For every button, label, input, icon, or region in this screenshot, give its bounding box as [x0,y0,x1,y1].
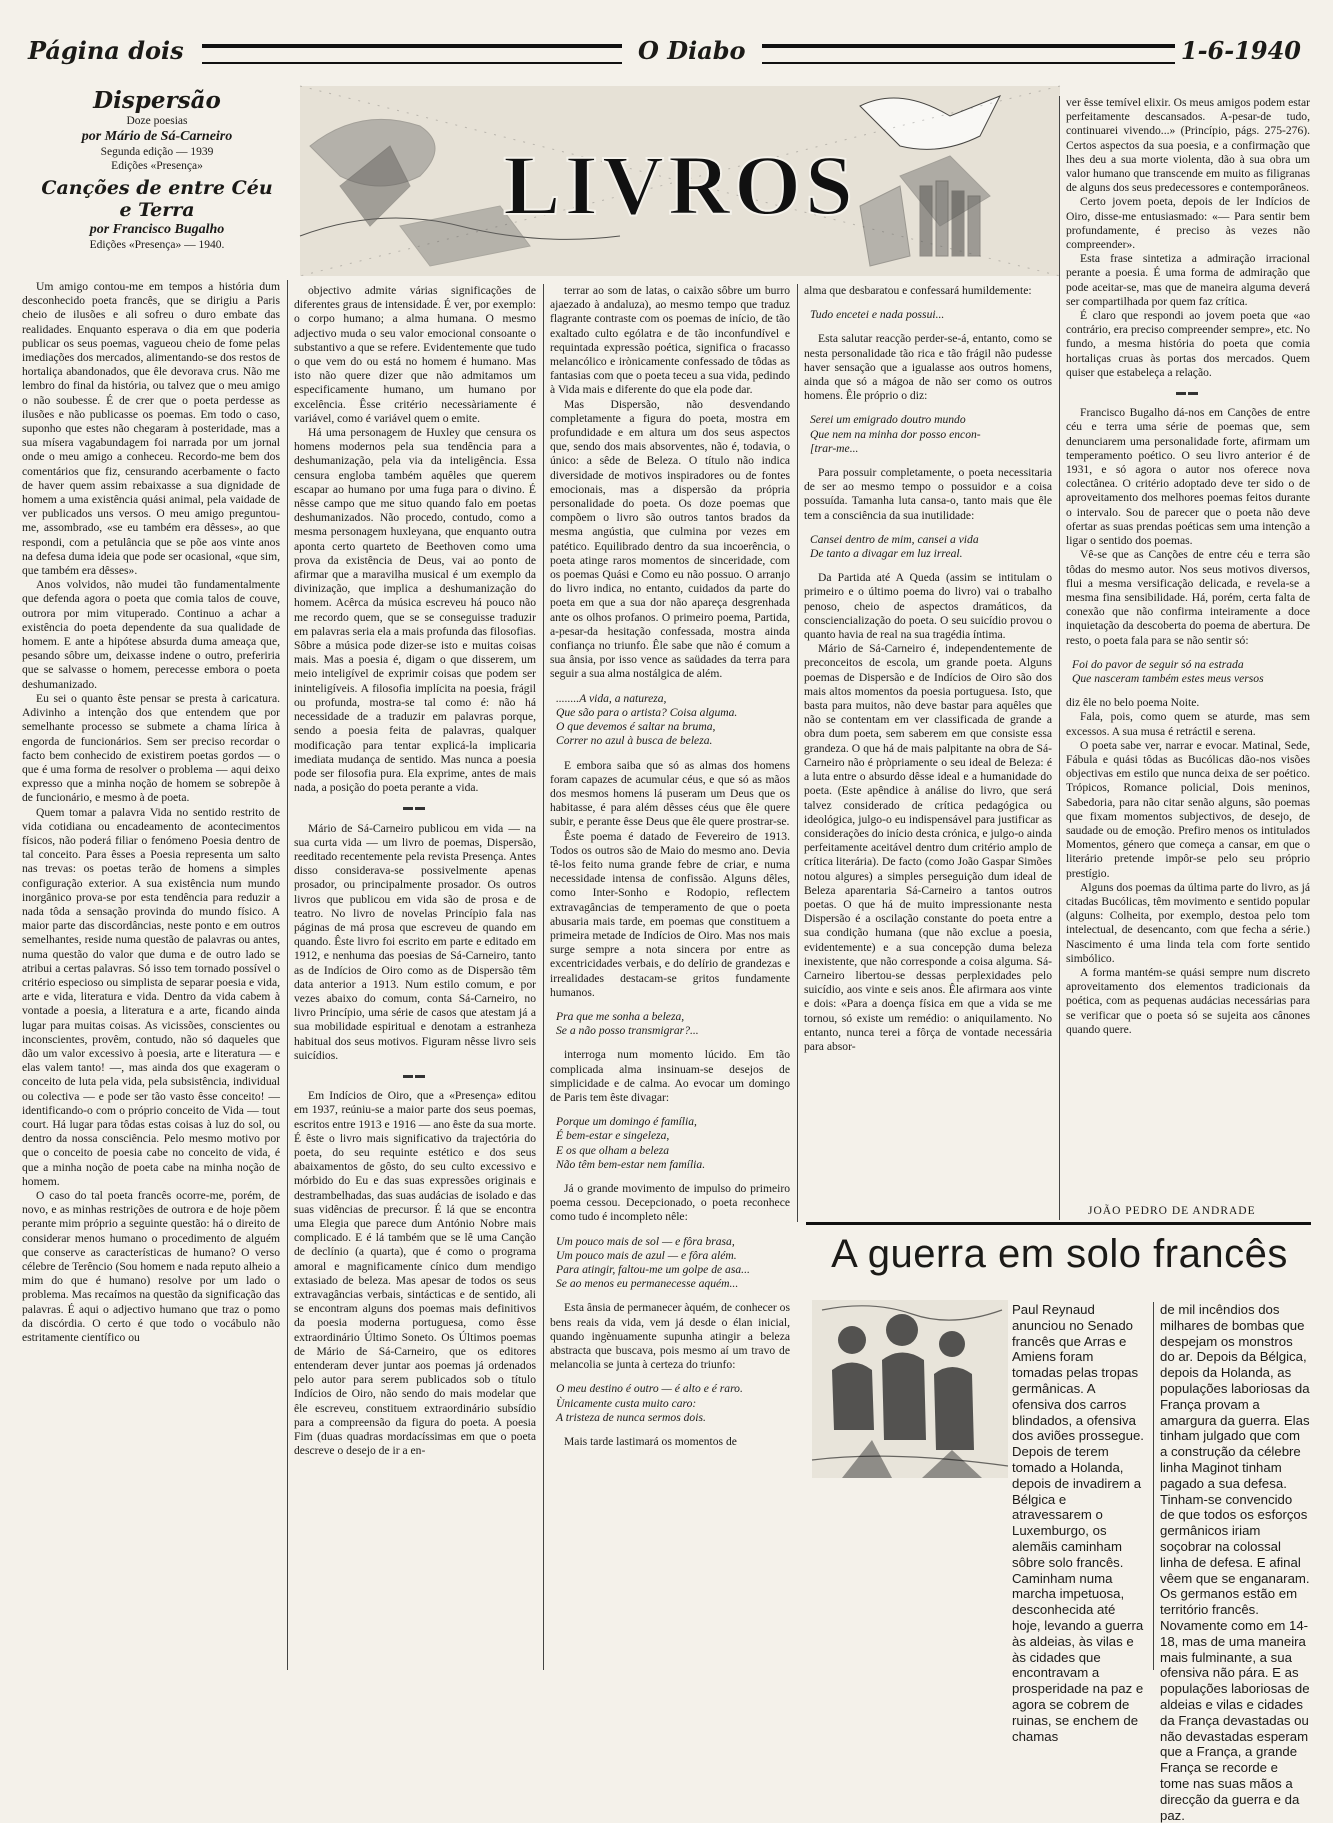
paragraph: diz êle no belo poema Noite. [1066,696,1200,710]
section-divider: ▬▬ [403,1069,427,1081]
book1-edition: Segunda edição — 1939 [100,146,214,158]
paragraph: Mais tarde lastimará os momentos de [564,1435,737,1449]
guerra-column-a-top [1012,1302,1146,1744]
paragraph: Um amigo contou-me em tempos a história dum desconhecido poeta francês, que se dirigiu a Paris cheio de ilusões e ali sofreu o duro embate das realidades. Enquanto esperava o dia em que poderia publicar os seus poemas, vagueou cheio de fome pelas imediações dos mercados, alimentando-se dos restos de hortaliça abandonados, que êle devorava crus. Não me lembro do final da história, ou talvez que o meu amigo o não soubesse. É de crer que o poeta perdesse as ilusões e não publicasse os poemas. Em todo o caso, suponho que estes não chegaram à posteridade, mas a sua mísera vagabundagem foi narrada por um jornal onde o meu amigo a conheceu. Recordo-me bem dos comentários que fiz, censurando acerbamente o facto de haver quem assim rebaixasse a sua dignidade de homem a uma existência quási animal, pela vaidade de ver publicados uns versos. O meu amigo preguntou-me, assombrado, «se eu também era dêsses», ao que respondi, com a petulância que se põe aos vinte anos na defesa duma ideia que pode ser ocasional, «que sim, que também era dêsses». [22,280,280,578]
paragraph: Mas Dispersão, não desvendando completamente a figura do poeta, mostra em profundidade e em altura um dos seus aspectos que, sendo dos mais absorventes, não é, todavia, o único: a sêde de Beleza. O título não indica diversidade de motivos inspiradores ou de fontes emocionais, mas a dispersão da própria personalidade do poeta. Os doze poemas que compõem o livro são outros tantos brados da mesma angústia, que culmina por vezes em patético. Equilibrado dentro da sua incoerência, o poeta atinge raros momentos de sinceridade, com os poemas Quási e Como eu não possuo. O arranjo do livro indica, no entanto, cuidados da parte do poeta em que a sua dor não apareça desgrenhada ante os olhos profanos. O primeiro poema, Partida, a-pesar-da hesitação confessada, mostra ainda confiança no triunfo. Êle sabe que não é comum a sua ânsia, por isso vence as saüdades da terra para seguir a sua alma nostálgica de além. [550,397,790,681]
page-label: Página dois [22,36,190,65]
paragraph: Francisco Bugalho dá-nos em Canções de entre céu e terra uma série de poemas que, sem denunciarem uma personalidade forte, afirmam um temperamento poético. O seu livro anterior é de 1931, e só agora o autor nos oferece nova colectânea. O critério adoptado deve ter sido o de aproveitamento dos melhores poemas feitos durante o intervalo. Sou de parecer que o poeta não deve ofertar as suas prendas poéticas sem uma intenção a ligar o sentido dos poemas. [1066,406,1310,548]
paragraph: Da Partida até A Queda (assim se intitulam o primeiro e o último poema do livro) vai o trabalho penoso, cheio de aspectos dramáticos, da consciencialização do poeta. O seu suicídio provou o quanto havia de real na sua tragédia íntima. [804,571,1052,642]
paragraph: Eu sei o quanto êste pensar se presta à caricatura. Adivinho a intenção dos que entendem que por semelhante processo se submete a chama lírica à engorda de funcionários. Sem ser preciso recordar o facto bem conhecido de existirem poetas gordos — o que é uma forma de resolver o problema — aqui deixo expresso que a minha noção de homem se sobrepõe à de funcionário, e mesmo à de poeta. [22,691,280,805]
column-5 [1066,96,1310,1200]
paragraph: Mário de Sá-Carneiro é, independentemente de preconceitos de escola, um grande poeta. Alguns poemas de Dispersão e de Indícios de Oiro são dos mais altos momentos da poesia portuguesa. Isto, que basta para muitos, não deve bastar para aquêles que não se contentam em ver classificada de grande a obra dum poeta, sem saberem em que consiste essa grandeza. O que há de mais palpitante na obra de Sá-Carneiro não é pròpriamente o seu ideal de Beleza: é a luta entre o absurdo dêsse ideal e a humanidade do poeta. (Este apêndice à análise do livro, que será talvez considerado de crítica pedagógica ou ideológica, julgo-o eu indispensável para justificar as considerações do início desta crónica, e julgo-o ainda perfeitamente aceitável dentro dum critério amplo de crítica literária). De facto (como João Gaspar Simões notou algures) a simples perseguição dum ideal de Beleza aparentaria Sá-Carneiro a tantos outros poetas. O que há de muito impressionante nesta Dispersão é a oscilação constante do poeta entre a sua condição humana (que não exclue a poesia, evidentemente) e a sua concepção duma beleza inexistente, que não corresponde a coisa alguma. Sá-Carneiro libertou-se dessas perplexidades pelo suicídio, aos vinte e seis anos. Êle afirmara aos vinte e dois: «Para a doença física em que a vida se me tornou, só existe um remédio: o aniquilamento. No entanto, nunca terei a fôrça de vontade necessária para absor- [804,642,1052,1053]
paragraph: ver êsse temível elixir. Os meus amigos podem estar perfeitamente descansados. A-pesar-de tudo, continuarei vivendo...» (Princípio, págs. 275-276). Certos aspectos da sua poesia, e a confirmação que lhes deu a sua morte violenta, dão à sua obra um valor humano que transcende em muito as filigranas de alguns dos seus predecessores e contemporâneos. [1066,96,1310,195]
masthead [22,36,1307,76]
livros-banner [300,86,1060,276]
section-divider: ▬▬ [403,802,427,814]
paragraph: Anos volvidos, não mudei tão fundamentalmente que defenda agora o poeta que comia talos de couve, outrora por mim vituperado. Continuo a achar a existência do poeta dependente da sua qualidade de homem. E ante a hipótese absurda duma ameaça que, pesando sôbre um, deixasse indene o outro, preferiria que se salvasse o homem, perecesse embora o poeta deshumanizado. [22,578,280,691]
guerra-headline: A guerra em solo francês [831,1232,1288,1276]
column-rule [797,284,798,1222]
paragraph: Quem tomar a palavra Vida no sentido restrito de vida cotidiana ou encadeamento de acontecimentos físicos, não poderá filiar o fenómeno Poesia dentro de tal conceito. Para êsses a Poesia representa um salto nas trevas: os poetas terão de homens a simples configuração exterior. A sua existência num mundo inorgânico prova-se por esta tendência para reduzir a nada tôda a sensação provinda do mundo físico. A maior parte das discordâncias, neste ponto e em outros semelhantes, reside numa questão de palavras ou antes, numa questão do valor que duma e de outro lado se atribui a certas palavras. Só isso tem tornado possível o critério especioso ou simplista de separar poesia e vida, arte e vida, literatura e vida. Dentro da vida cabem à vontade a poesia, a literatura e a arte, ficando ainda lugar para muitas coisas. As vicissões, conscientes ou inconscientes, provêm, contudo, não só daqueles que dão um valor excessivo à poesia, arte e literatura — e elas valem tanto! —, mas ainda dos que exageram o conceito de luta pela vida, pela subsistência, individual ou colectiva — e pode ser tão vasto êsse conceito! — identificando-o com o próprio conceito de Vida — tout court. Há lugar para tôdas estas coisas à luz do sol, ou dentro da nossa consciência. Pelo mesmo motivo por que o conceito de poesia cabe no conceito de vida, é que a minha noção de poeta cabe na minha noção de homem. [22,805,280,1188]
author-signature: JOÃO PEDRO DE ANDRADE [1088,1205,1256,1217]
guerra-column-b [1160,1302,1310,1823]
paragraph: Esta salutar reacção perder-se-á, entanto, como se nesta personalidade tão rica e tão frágil não pudesse haver sensação que a igualasse aos outros homens, ainda que só a mágoa de não ser como os outros homens. Êle próprio o diz: [804,332,1052,403]
column-2 [294,284,536,1670]
paragraph: O caso do tal poeta francês ocorre-me, porém, de novo, e as minhas restrições de outrora e de hoje põem perante mim próprio a seguinte questão: há o direito de considerar menos humano o procedimento de alguém que conserve as características de humano? O verso célebre de Terêncio (Sou homem e nada reputo alheio a mim do que é humano) resolve por um lado o problema. Mas recaímos na questão da significação das palavras. É aqui o adjectivo humano que traz o pomo da discórdia. O certo é que todo o vocábulo não estritamente científico ou [22,1189,280,1345]
paragraph: interroga num momento lúcido. Em tão complicada alma insinuam-se desejos de simplicidade e de calma. Ao evocar um domingo de Paris tem êste divagar: [550,1048,790,1104]
verse-quote: Serei um emigrado doutro mundo Que nem na minha dor posso encon- [trar-me... [810,413,981,455]
paragraph: alma que desbaratou e confessará humildemente: [804,284,1032,297]
book2-publisher: Edições «Presença» — 1940. [89,239,225,251]
paragraph: Esta ânsia de permanecer àquém, de conhecer os bens reais da vida, vem já desde o élan inicial, quando ingènuamente supunha atingir a beleza abstracta que buscava, pois mesmo aí um travo de melancolia se junta à certeza do triunfo: [550,1301,790,1372]
book2-title: Canções de entre Céu e Terra [41,177,273,221]
paragraph: Esta frase sintetiza a admiração irracional perante a poesia. É uma forma de admiração que pode aceitar-se, mas que de maneira alguma deverá ser compartilhada por quem faz crítica. [1066,252,1310,308]
column-rule [1059,96,1060,1220]
paragraph: E embora saiba que só as almas dos homens foram capazes de acumular céus, e que só as mãos dos mesmos homens lá puseram um Deus que os habitasse, é para além dêsses céus que êle quere subir, e perante êsse Deus que êle quere prostrar-se. [550,758,790,829]
verse-quote: ........A vida, a natureza, Que são para o artista? Coisa alguma. O que devemos é saltar na bruma, Correr no azul à busca de beleza. [556,691,738,748]
article-top-rule [806,1222,1311,1225]
column-3 [550,284,790,1670]
book2-author: por Francisco Bugalho [89,222,225,237]
paragraph: O poeta sabe ver, narrar e evocar. Matinal, Sede, Fábula e quási tôdas as Bucólicas dão-nos visões objectivas em estilo que nunca deixa de ser poético. Trópicos, Romance policial, Dois meninos, Sabedoria, para não citar senão alguns, são poemas que fixam momentos subjectivos, de desejo, de saudade ou de emoção. Prefiro menos os intitulados Momentos, género que começa a cansar, em que o literário pretende impôr-se pelo seu próprio prestígio. [1066,738,1310,880]
column-rule [287,280,288,1670]
war-illustration [812,1300,1008,1478]
section-divider: ▬▬ [1176,387,1200,399]
paragraph: de mil incêndios dos milhares de bombas que despejam os monstros do ar. Depois da Bélgica, depois da Holanda, as populações laboriosas da França provam a amargura da guerra. Elas tinham julgado que com a construção da célebre linha Maginot tinham pagado a sua defesa. Tinham-se convencido de que todos os esforços germânicos iriam soçobrar na colossal linha de defesa. E afinal vêem que se enganaram. Os germanos estão em território francês. Novamente como em 14-18, mas de uma maneira mais fulminante, a sua ofensiva não pára. E as populações laboriosas de aldeias e vilas e cidades da França devastadas ou não devastadas esperam que a França, a grande França se recorde e tome nas suas mãos a direcção da guerra e da paz. [1160,1302,1310,1823]
paragraph: objectivo admite várias significações de diferentes graus de intensidade. É ver, por exemplo: o corpo humano; a alma humana. O mesmo adjectivo muda o seu valor emocional consoante o substantivo a que se refere. Evidentemente que tudo o que vem do ou está no homem é humano. Mas isto não quere dizer que não admitamos um especificamente humano, um humano por excelência. Êsse critério necessàriamente é variável, como é variável quem o emite. [294,284,536,425]
book1-author: por Mário de Sá-Carneiro [81,129,233,144]
paragraph: Alguns dos poemas da última parte do livro, as já citadas Bucólicas, têm movimento e sentido popular (alguns: Colheita, por exemplo, destoa pelo tom intelectual, de desencanto, com que fecha a série.) Nascimento é uma linda tela com forte sentido simbólico. [1066,880,1310,965]
paper-name: O Diabo [632,36,752,65]
paragraph: Já o grande movimento de impulso do primeiro poema cessou. Decepcionado, o poeta reconhece como tudo é incompleto nêle: [550,1181,790,1224]
paragraph: Paul Reynaud anunciou no Senado francês que Arras e Amiens foram tomadas pelas tropas germânicas. A ofensiva dos carros blindados, a ofensiva dos aviões prossegue. Depois de terem tomado a Holanda, depois de invadirem a Bélgica e atravessarem o Luxemburgo, os alemãis caminham sôbre solo francês. Caminham numa marcha impetuosa, desconhecida até hoje, levando a guerra às aldeias, às vilas e às cidades que encontravam a prosperidade na paz e agora se cobrem de ruinas, se enchem de chamas [1012,1302,1144,1744]
book1-subtitle: Doze poesias [126,115,188,127]
paragraph: A forma mantém-se quási sempre num discreto aproveitamento dos elementos tradicionais da poética, com as pequenas audácias necessárias para se verificar que o poeta só se sujeita aos cânones quando quere. [1066,965,1310,1036]
verse-quote: Cansei dentro de mim, cansei a vida De tanto a divagar em luz irreal. [810,532,979,561]
issue-date: 1-6-1940 [1175,36,1307,65]
paragraph: Em Indícios de Oiro, que a «Presença» editou em 1937, reúniu-se a maior parte dos seus poemas, escritos entre 1913 e 1916 — ano êste da sua morte. É êste o livro mais significativo da trajectória do poeta, do seu requinte estético e dos seus abaixamentos de gôsto, do seu culto excessivo e mórbido do Eu e das suas expressões originais e destrambelhadas, das suas audácias de isolado e das suas vidências de precursor. É lá que se encontra uma Elegia que parece dum António Nobre mais complicado. E é lá também que se lê uma Canção de declínio (a quarta), que é como o programa amoral e magnificamente cínico dum mendigo extasiado de beleza. Mas apesar de todos os seus extravagâncias verbais, sintácticas e de sentido, ali se encontram alguns dos poemas mais definitivos da poesia moderna portuguesa, como êsse extraordinário Último Soneto. Os Últimos poemas de Mário de Sá-Carneiro, que os editores entenderam dever juntar aos poemas já ordenados pelo autor para serem publicados sob o título Indícios de Oiro, não sendo do mais modelar que êle escreveu, constituem extraordinário subsídio para a compreensão da figura do poeta. A poesia Fim (duas quadras mordacíssimas em que o poeta descreve o desejo de ir a en- [294,1089,536,1458]
verse-quote: Um pouco mais de sol — e fôra brasa, Um pouco mais de azul — e fôra além. Para atingir, faltou-me um golpe de asa... Se ao menos eu permanecesse aquém... [556,1234,750,1291]
verse-quote: Foi do pavor de seguir só na estrada Que nasceram também estes meus versos [1072,657,1264,685]
paragraph: Vê-se que as Canções de entre céu e terra são tôdas do mesmo autor. Nos seus motivos diversos, flui a mesma versificação delicada, e revela-se a mesma fina sensibilidade. Há, porém, certa falta de conexão que não confirma inteiramente a doce inquietação da descoberta do poema de abertura. De resto, o poeta fala para se não sentir só: [1066,548,1310,647]
verse-quote: Tudo encetei e nada possui... [810,308,945,322]
column-rule [1153,1302,1154,1670]
paragraph: Mário de Sá-Carneiro publicou em vida — na sua curta vida — um livro de poemas, Dispersão, reeditado recentemente pela revista Presença. Antes disso considerava-se possivelmente apenas prosador, ou principalmente prosador. Os outros livros que publicou em vida são de prosa e de teatro. No livro de novelas Princípio fala nas páginas de má prosa que escreveu de quando em quando. Êste livro foi escrito em parte e editado em 1912, e nenhuma das poesias de Sá-Carneiro, tanto as de Indícios de Oiro como as de Dispersão têm data anterior a 1913. Num estilo comum, e por vezes abaixo do comum, conta Sá-Carneiro, no livro Princípio, uma série de casos que atestam já a sua mobilidade espiritual e denotam a estranheza habitual dos seus motivos. Figuram nêsse livro seis suicídios. [294,821,536,1062]
book-header [34,88,280,252]
verse-quote: Porque um domingo é família, É bem-estar e singeleza, E os que olham a beleza Não têm bem-estar nem família. [556,1115,706,1171]
paragraph: É claro que respondi ao jovem poeta que «ao contrário, era preciso compreender sempre», etc. No fundo, a mesma história do poeta que comia hortaliças cruas às portas dos mercados. Quem quiser que estabeleça a relação. [1066,309,1310,379]
paragraph: Certo jovem poeta, depois de ler Indícios de Oiro, disse-me entusiasmado: «— Para sentir bem profundamente, é preciso às vezes não compreender». [1066,195,1310,252]
paragraph: Fala, pois, como quem se aturde, mas sem excessos. A sua musa é retráctil e serena. [1066,710,1310,738]
column-4 [804,284,1052,1220]
banner-title: LIVROS [503,137,857,233]
masthead-rule-left [202,44,622,64]
masthead-rule-right [762,44,1202,64]
verse-quote: O meu destino é outro — é alto e é raro. Ùnicamente custa muito caro: A tristeza de nunca sermos dois. [556,1382,743,1424]
paragraph: Para possuir completamente, o poeta necessitaria de ser ao mesmo tempo o possuidor e a coisa possuída. Tamanha luta cansa-o, tanto mais que êle tem a consciência da sua inutilidade: [804,466,1052,522]
column-rule [543,284,544,1670]
book1-title: Dispersão [93,87,221,114]
banner-illustration [300,86,1060,276]
paragraph: terrar ao som de latas, o caixão sôbre um burro ajaezado à andaluza), ao mesmo tempo que traduz flagrante contraste com os poemas de início, de tão exaltado culto ególatra e de tão inconfundível e requintada expressão poética, significa o fracasso melancólico e irònicamente confessado de tôdas as fantasias com que o poeta teceu a sua vida, pedindo à Vida mais e diferente do que ela pode dar. [550,284,790,397]
paragraph: Há uma personagem de Huxley que censura os homens modernos pela sua tendência para a deshumanização, pela via da inteligência. Essa censura engloba também aquêles que querem escapar ao humano por uma fuga para o divino. É nêsse campo que me situo quando falo em poetas deshumanizados. Não procedo, contudo, como a mesma personagem huxleyana, que enquanto outra aponta certo quarteto de Beethoven como uma prova da existência de Deus, vai ao ponto de afirmar que a maravilha musical é um exemplo da divinização, que implica a deshumanização do homem. Acêrca da música escreveu há pouco não me recordo quem, que se se conseguisse traduzir em palavras seria ela a mais profunda das filosofias. Sôbre a música pode dizer-se isto e muitas coisas mais. Mas a poesia é, digam o que disserem, um meio inteligível de exprimir coisas que podem ser ininteligíveis. A filosofia implícita na poesia, frágil ou profunda, mostra-se tal como é: não há necessidade de a traduzir em palavras porque, sendo a poesia feita de palavras, qualquer modificação para tentar explicá-la implicaria imediata mudança de sentido. Mas nunca a poesia pode ser filosofia pura. Ela exprime, antes de mais nada, a posição do poeta perante a vida. [294,426,536,795]
paragraph: Êste poema é datado de Fevereiro de 1913. Todos os outros são de Maio do mesmo ano. Devia tê-los feito numa grande febre de criar, e numa necessidade intensa de confissão. Alguns dêles, como Inter-Sonho e Rodopio, reflectem extravagâncias de temperamento de que o poeta abusaria mais tarde, em poemas que constituem a primeira metade de Indícios de Oiro. Mas nos mais surge sempre a nota sincera por entre as excentricidades verbais, e do delírio de grandezas e irrealidades destacam-se gritos fundamente humanos. [550,829,790,999]
verse-quote: Pra que me sonha a beleza, Se a não posso transmigrar?... [556,1009,699,1038]
book1-publisher: Edições «Presença» [111,160,203,172]
column-1 [22,280,280,1670]
